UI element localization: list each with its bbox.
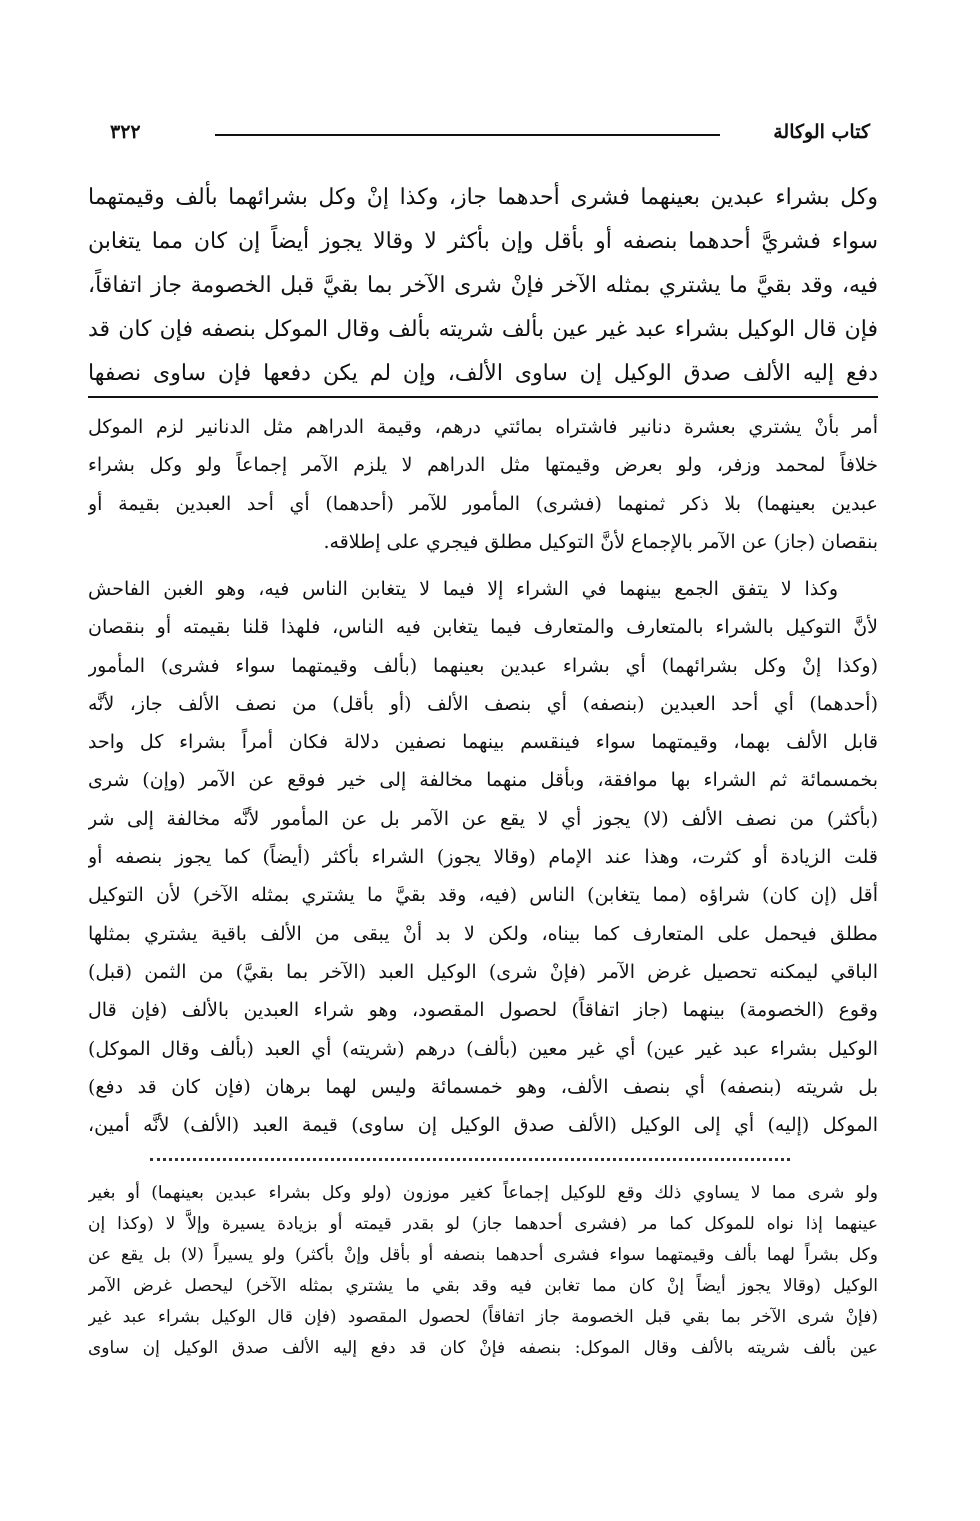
commentary-line: أقل (إن كان) شراؤه (مما يتغابن) الناس (فيه، وقد بقيَّ ما يشتري بمثله الآخر) لأن التوكيل (88, 884, 878, 907)
commentary-line: الوكيل بشراء عبد غير عين) أي غير معين (بألف) درهم (شريته) أي العبد (بألف وقال الموكل) (88, 1037, 878, 1060)
commentary-line: عبدين بعينهما) بلا ذكر ثمنهما (فشرى) المأمور للآمر (أحدهما) أي أحد العبدين بقيمة أو (88, 492, 878, 515)
main-text-line: سواء فشريَّ أحدهما بنصفه أو بأقل وإن بأكثر لا وقالا يجوز أيضاً إن كان مما يتغابن (88, 229, 878, 254)
commentary-line: وكذا لا يتفق الجمع بينهما في الشراء إلا فيما لا يتغابن الناس فيه، وهو الغبن الفاحش (88, 578, 838, 600)
commentary-top (88, 408, 878, 561)
commentary-line: بل شريته (بنصفه) أي بنصف الألف، وهو خمسمائة وليس لهما برهان (فإن كان قد دفع) (88, 1075, 878, 1098)
commentary-line: لأنَّ التوكيل بالشراء بالمتعارف والمتعارف فيما يتغابن فيه الناس، فلهذا قلنا بقيمته أو بنقصان (88, 616, 878, 639)
commentary-line: الموكل (إليه) أي إلى الوكيل (الألف صدق الوكيل إن ساوى) قيمة العبد (الألف) لأنَّه أمين، (88, 1114, 878, 1137)
main-text-line: دفع إليه الألف صدق الوكيل إن ساوى الألف، وإن لم يكن دفعها فإن ساوى نصفها (88, 361, 878, 386)
commentary-line: أمر بأنْ يشتري بعشرة دنانير فاشتراه بمائتي درهم، وقيمة الدراهم مثل الدنانير لزم الموكل (88, 416, 878, 438)
note-line: (فإنْ شرى الآخر بما بقي قبل الخصومة جاز اتفاقاً) لحصول المقصود (فإن قال الوكيل بشراء عبد غير (88, 1307, 878, 1327)
main-text-divider (88, 396, 878, 398)
commentary-line: مطلق فيحمل على المتعارف كما بيناه، ولكن لا بد أنْ يبقى من الألف باقية يشتري بمثلها (88, 922, 878, 945)
page-header (110, 118, 870, 148)
commentary-line: (أحدهما) أي أحد العبدين (بنصفه) أي بنصف الألف (أو بأقل) من نصف الألف جاز، لأنَّه (88, 692, 878, 715)
commentary-line: الباقي ليمكنه تحصيل غرض الآمر (فإنْ شرى) الوكيل العبد (الآخر بما بقيَّ) من الثمن (قبل) (88, 960, 878, 983)
note-line: الوكيل (وقالا يجوز أيضاً إنْ كان مما تغابن فيه وقد بقي ما يشتري بمثله الآخر) ليحصل غرض الآمر (88, 1276, 878, 1296)
commentary-line: بنقصان (جاز) عن الآمر بالإجماع لأنَّ التوكيل مطلق فيجري على إطلاقه. (323, 530, 878, 553)
commentary-line: خلافاً لمحمد وزفر، ولو بعرض وقيمتها مثل الدراهم لا يلزم الآمر إجماعاً ولو وكل بشراء (88, 454, 878, 477)
note-line: وكل بشراً لهما بألف وقيمتهما سواء فشرى أحدهما بنصفه أو بأقل وإنْ بأكثر) ولو يسيراً (لا) بل يقع عن (88, 1245, 878, 1265)
note-line: عين بألف شريته بالألف وقال الموكل: بنصفه فإنْ كان قد دفع إليه الألف صدق الوكيل إن ساوى (88, 1338, 878, 1358)
commentary-line: (وكذا إنْ وكل بشرائهما) أي بشراء عبدين بعينهما (بألف وقيمتهما سواء فشرى) المأمور (88, 654, 878, 677)
page-number: ٣٢٢ (110, 121, 141, 143)
commentary-line: وقوع (الخصومة) بينهما (جاز اتفاقاً) لحصول المقصود، وهو شراء العبدين بالألف (فإن قال (88, 999, 878, 1022)
main-text-line: وكل بشراء عبدين بعينهما فشرى أحدهما جاز، وكذا إنْ وكل بشرائهما بألف وقيمتهما (88, 185, 878, 210)
note-line: ولو شرى مما لا يساوي ذلك وقع للوكيل إجماعاً كغير موزون (ولو وكل بشراء عبدين بعينهما) أو بغير (88, 1183, 878, 1203)
main-text (88, 176, 878, 396)
note-line: عينهما إذا نواه للموكل كما مر (فشرى أحدهما جاز) لو بقدر قيمته أو بزيادة يسيرة وإلاَّ لا (وكذا إن (88, 1214, 878, 1234)
commentary-main (88, 570, 878, 1144)
marginal-notes (88, 1178, 878, 1364)
commentary-line: قابل الألف بهما، وقيمتهما سواء فينقسم بينهما نصفين دلالة فكان أمراً بشراء كل واحد (88, 731, 878, 754)
commentary-line: بخمسمائة ثم الشراء بها موافقة، وبأقل منهما مخالفة إلى خير فوقع عن الآمر (وإن) شرى (88, 769, 878, 792)
footnote-separator (150, 1158, 790, 1161)
main-text-line: فإن قال الوكيل بشراء عبد غير عين بألف شريته بألف وقال الموكل بنصفه فإن كان قد (88, 317, 878, 342)
main-text-line: فيه، وقد بقيَّ ما يشتري بمثله الآخر فإنْ شرى الآخر بما بقيَّ قبل الخصومة جاز اتفاقاً، (88, 273, 878, 298)
chapter-title: كتاب الوكالة (773, 121, 870, 143)
header-rule (215, 134, 720, 136)
commentary-line: قلت الزيادة أو كثرت، وهذا عند الإمام (وقالا يجوز) الشراء بأكثر (أيضاً) كما يجوز بنصفه أو (88, 846, 878, 869)
commentary-line: (بأكثر) من نصف الألف (لا) يجوز أي لا يقع عن الآمر بل عن المأمور لأنَّه مخالفة إلى شر (88, 807, 878, 830)
